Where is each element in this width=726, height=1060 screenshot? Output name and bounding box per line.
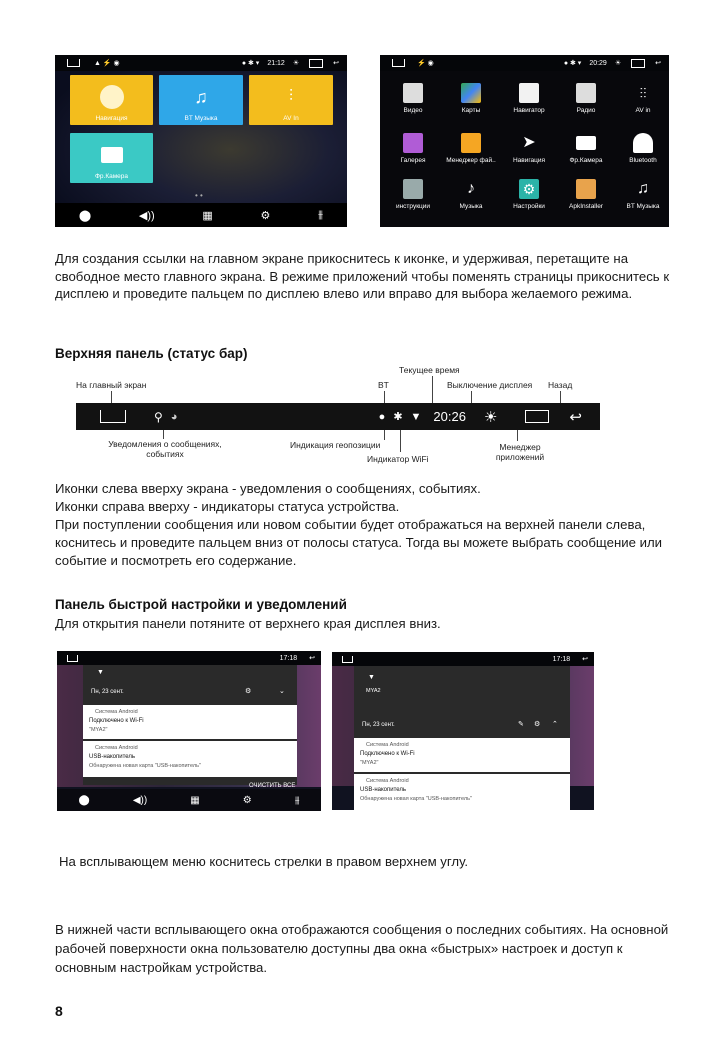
heading-quick-settings: Панель быстрой настройки и уведомлений: [55, 597, 347, 612]
home-icon[interactable]: [342, 656, 353, 663]
wifi-icon[interactable]: ▼: [368, 674, 375, 681]
tile-av-in[interactable]: ⫶ AV In: [249, 75, 333, 125]
clock: 20:26: [433, 409, 466, 424]
clock: 17:18: [279, 654, 298, 662]
notification-wifi[interactable]: Система Android Подключено к Wi-Fi "MYA2": [354, 738, 570, 772]
dock: [57, 789, 321, 811]
status-indicators: ● ✱ ▾: [241, 60, 260, 67]
expand-arrow-icon[interactable]: ⌄: [279, 688, 285, 695]
status-bar: [57, 651, 321, 665]
recent-apps-icon[interactable]: [525, 410, 549, 423]
app-bluetooth[interactable]: Bluetooth: [613, 133, 669, 164]
app-navigator[interactable]: Навигатор: [499, 83, 559, 114]
home-icon[interactable]: [67, 655, 78, 662]
brightness-icon[interactable]: ☀: [292, 60, 300, 67]
app-drawer-screenshot: [380, 55, 669, 227]
label-wifi: Индикатор WiFi: [367, 454, 429, 464]
clock: 17:18: [552, 655, 571, 663]
notification-usb[interactable]: Система Android USB-накопитель Обнаружена новая карта "USB-накопитель": [83, 741, 297, 777]
leader-manager: [517, 430, 518, 441]
brightness-icon[interactable]: ☀: [614, 60, 622, 67]
leader-back: [560, 391, 561, 403]
settings-icon[interactable]: ⚙: [260, 209, 271, 222]
wifi-icon: ▼: [410, 410, 422, 423]
settings-icon[interactable]: ⚙: [534, 721, 541, 728]
leader-home: [111, 391, 112, 403]
app-instructions[interactable]: инструкции: [383, 179, 443, 210]
expanded-shade-screenshot: [332, 652, 594, 810]
date: Пн, 23 сент.: [362, 722, 395, 728]
label-current-time: Текущее время: [399, 365, 460, 375]
settings-icon[interactable]: ⚙: [245, 688, 252, 695]
leader-bt: [384, 391, 385, 403]
notification-shade-screenshot: [57, 651, 321, 811]
status-bar: [55, 55, 347, 71]
wifi-network-name: MYA2: [366, 688, 381, 694]
clock: 21:12: [267, 59, 285, 67]
package-icon: [576, 179, 596, 199]
notification-usb[interactable]: Система Android USB-накопитель Обнаружена новая карта "USB-накопитель": [354, 774, 570, 810]
music-icon: ♫: [194, 87, 208, 107]
volume-icon[interactable]: ◀)): [138, 209, 155, 222]
status-bar: [380, 55, 669, 71]
app-av-in[interactable]: ⫶⫶ AV in: [613, 83, 669, 114]
wifi-icon[interactable]: ▼: [97, 669, 104, 676]
leader-geo: [384, 430, 385, 440]
dock: [55, 203, 347, 227]
app-music[interactable]: ♪ Музыка: [459, 180, 483, 210]
page-number: 8: [55, 1003, 63, 1019]
app-maps[interactable]: Карты: [441, 83, 501, 114]
music-note-icon: ♪: [467, 180, 475, 197]
notification-icons: ▲ ⚡ ◉: [94, 60, 120, 67]
location-icon[interactable]: ⬤: [78, 209, 92, 222]
apps-grid-icon[interactable]: ▦: [190, 794, 200, 806]
film-icon: [403, 83, 423, 103]
tile-navigation[interactable]: Навигация: [70, 75, 153, 125]
status-bar-diagram: [76, 403, 600, 430]
paragraph-open-panel: Для открытия панели потяните от верхнего края дисплея вниз.: [55, 616, 441, 631]
av-icon: ⫶: [288, 88, 293, 105]
bluetooth-icon: ✱: [393, 411, 403, 423]
home-icon[interactable]: [67, 59, 80, 67]
person-icon: [633, 133, 653, 153]
settings-icon: ⚙: [519, 179, 539, 199]
app-settings[interactable]: ⚙ Настройки: [513, 181, 545, 210]
home-icon[interactable]: [392, 59, 405, 67]
gallery-icon: [403, 133, 423, 153]
settings-icon[interactable]: ⚙: [242, 794, 252, 806]
app-gallery[interactable]: Галерея: [383, 133, 443, 164]
app-radio[interactable]: Радио: [556, 83, 616, 114]
brightness-icon[interactable]: ☀: [483, 408, 498, 426]
label-display-off: Выключение дисплея: [447, 380, 533, 390]
leader-display-off: [471, 391, 472, 403]
bt-music-icon: ♫: [637, 180, 649, 197]
edit-icon[interactable]: ✎: [518, 721, 524, 728]
camera-icon: [101, 147, 123, 163]
app-file-manager[interactable]: Менеджер фай..: [441, 133, 501, 164]
page-indicator: • •: [195, 191, 203, 200]
av-icon: ⫶⫶: [639, 85, 647, 101]
quick-settings-panel: [83, 665, 297, 785]
collapse-arrow-icon[interactable]: ⌃: [552, 721, 558, 728]
back-icon[interactable]: ↩: [582, 656, 588, 663]
paragraph-shortcuts: Для создания ссылки на главном экране прикоснитесь к иконке, и удерживая, перетащите на свободное место главного экрана. В режиме приложений чтобы поменять страницы прикоснитесь к дисплею и проведите пальцем по дисплею влево или вправо для выбора желаемого режима.: [55, 251, 670, 301]
cursor-icon: ➤: [522, 134, 536, 151]
maps-icon: [461, 83, 481, 103]
date: Пн, 23 сент.: [91, 689, 124, 695]
label-home: На главный экран: [76, 380, 147, 390]
label-back: Назад: [548, 380, 573, 390]
paragraph-quick-settings-desc: В нижней части всплывающего окна отображаются сообщения о последних событиях. На основной рабочей поверхности окна пользователю доступны два окна «быстрых» настроек и доступ к основным настройкам устройства.: [55, 922, 669, 975]
clear-all-button[interactable]: ОЧИСТИТЬ ВСЕ: [249, 783, 296, 789]
status-bar: [332, 652, 594, 666]
home-screen-screenshot: [55, 55, 347, 227]
paragraph-status-icons: Иконки слева вверху экрана - уведомления о сообщениях, событиях. Иконки справа вверху - индикаторы статуса устройства. При поступлении сообщения или новом событии будет отображаться на верхней панели слева, коснитесь и проведите пальцем вниз от полосы статуса. Тогда вы можете выбрать сообщение или событие и посмотреть его содержание.: [55, 481, 663, 568]
leader-wifi: [400, 430, 401, 452]
tile-front-camera[interactable]: Фр.Камера: [70, 133, 153, 183]
app-video[interactable]: Видео: [383, 83, 443, 114]
back-icon[interactable]: ↩: [655, 60, 661, 67]
usb-icon: ⚲: [154, 409, 163, 424]
label-geo: Индикация геопозиции: [290, 440, 381, 450]
instructions-icon: [403, 179, 423, 199]
quick-settings-panel: [354, 666, 570, 810]
heading-status-bar: Верхняя панель (статус бар): [55, 346, 248, 361]
wifi-notification-icon: ◕: [170, 410, 178, 423]
back-icon[interactable]: ↩: [309, 655, 315, 662]
apps-grid-icon[interactable]: ▦: [202, 209, 213, 222]
volume-icon[interactable]: ◀)): [132, 794, 148, 806]
notification-wifi[interactable]: Система Android Подключено к Wi-Fi "MYA2": [83, 705, 297, 739]
location-icon[interactable]: ⬤: [78, 794, 90, 806]
label-bt: BT: [378, 380, 389, 390]
folder-icon: [461, 133, 481, 153]
app-apkinstaller[interactable]: ApkInstaller: [556, 179, 616, 210]
back-icon[interactable]: ↩: [569, 408, 582, 426]
app-navigation[interactable]: ➤ Навигация: [512, 134, 546, 164]
notification-icons: ⚡ ◉: [417, 60, 434, 67]
app-front-camera[interactable]: Фр.Камера: [556, 133, 616, 164]
tile-bt-music[interactable]: ♫ BT Музыка: [159, 75, 243, 125]
recent-apps-icon[interactable]: [309, 59, 323, 68]
person-icon: [100, 85, 124, 109]
label-manager: Менеджер приложений: [495, 442, 545, 462]
camera-icon: [576, 136, 596, 150]
leader-notifications: [163, 430, 164, 439]
label-notifications: Уведомления о сообщениях, событиях: [108, 439, 222, 459]
leader-time: [432, 376, 433, 403]
location-icon: ●: [378, 410, 386, 423]
recent-apps-icon[interactable]: [631, 59, 645, 68]
app-bt-music[interactable]: ♫ BT Музыка: [626, 180, 660, 210]
navigator-icon: [519, 83, 539, 103]
equalizer-icon[interactable]: ⫵: [294, 794, 300, 806]
radio-icon: [576, 83, 596, 103]
back-icon[interactable]: ↩: [333, 60, 339, 67]
status-indicators: ● ✱ ▾: [563, 60, 582, 67]
clock: 20:29: [589, 59, 607, 67]
equalizer-icon[interactable]: ⫵: [318, 208, 324, 221]
home-icon[interactable]: [100, 410, 126, 423]
paragraph-arrow-hint: На всплывающем меню коснитесь стрелки в правом верхнем углу.: [59, 854, 469, 869]
